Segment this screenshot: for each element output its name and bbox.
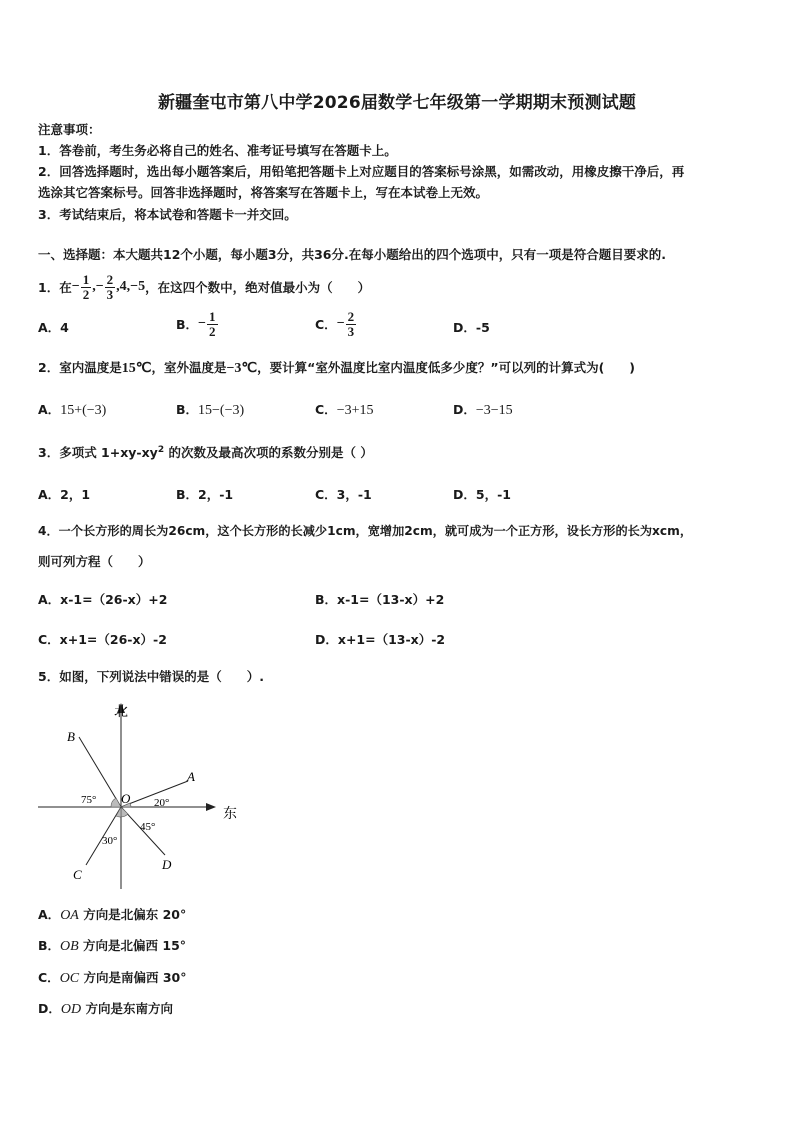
q5-option-b [38, 936, 186, 955]
q1-optc-den: 3 [347, 323, 355, 339]
q5-optd-label: D． [38, 1001, 61, 1016]
q5-opta-label: A． [38, 907, 61, 922]
q1-f1-den: 2 [82, 286, 90, 302]
q2-opta-expr: 15+(−3) [60, 403, 107, 418]
angle-label-45: 45° [140, 821, 156, 833]
section-heading: 一、选择题：本大题共12个小题，每小题3分，共36分.在每小题给出的四个选项中，只有一项是符合题目要求的. [38, 247, 666, 262]
q5-optb-text: 方向是北偏西 15° [78, 938, 187, 953]
q4-option-b: B．x-1=（13-x）+2 [315, 592, 445, 607]
q1-optc-num: 2 [347, 308, 355, 324]
q5-optc-ray: OC [59, 971, 80, 986]
q1-comma: , [92, 279, 96, 294]
q1-optb-den: 2 [209, 323, 216, 339]
q2-optb-label: B． [176, 402, 199, 417]
q1-f2-den: 3 [106, 286, 114, 302]
q1-optc-neg: − [336, 316, 345, 331]
q2-optc-label: C． [315, 402, 337, 417]
angle-mark-75 [111, 798, 121, 807]
question-4-stem: 4．一个长方形的周长为26cm，这个长方形的长减少1cm，宽增加2cm，就可成为一个正方形，设长方形的长为xcm， [38, 524, 693, 538]
q2-opta-label: A． [38, 402, 61, 417]
q2-optc-expr: −3+15 [336, 403, 374, 418]
q1-option-c [315, 307, 357, 341]
q5-opta-text: 方向是北偏东 20° [78, 907, 187, 922]
angle-label-75: 75° [81, 794, 97, 806]
q1-neg-1: − [71, 279, 80, 294]
q5-optd-ray: OD [60, 1002, 82, 1017]
angle-label-20: 20° [154, 797, 170, 809]
q1-neg-2: − [95, 279, 104, 294]
q2-option-d [453, 400, 513, 419]
q1-f1-num: 1 [82, 271, 90, 287]
q1-optc-fraction [346, 310, 357, 339]
q1-optb-fraction [207, 310, 218, 339]
q5-optb-label: B． [38, 938, 61, 953]
q1-optc-label: C． [315, 317, 337, 332]
notice-item-2: 2．回答选择题时，选出每小题答案后，用铅笔把答题卡上对应题目的答案标号涂黑，如需改动，用橡皮擦干净后，再 [38, 164, 685, 179]
q5-optc-label: C． [38, 970, 60, 985]
point-d-label: D [162, 857, 172, 872]
q2-option-b [176, 400, 244, 419]
q1-fraction-1 [81, 273, 92, 302]
q3-option-c: C．3，-1 [315, 487, 372, 502]
question-3-stem [38, 443, 373, 461]
q1-prefix: 1．在 [38, 280, 72, 295]
q4-option-d: D．x+1=（13-x）-2 [315, 632, 446, 647]
q1-option-a: A．4 [38, 320, 69, 335]
q1-optb-label: B． [176, 317, 199, 332]
q4-option-c: C．x+1=（26-x）-2 [38, 632, 167, 647]
q2-indoor-temp: 15℃ [121, 361, 152, 376]
notice-item-1: 1．答卷前，考生务必将自己的姓名、准考证号填写在答题卡上。 [38, 143, 397, 158]
q2-optd-expr: −3−15 [475, 403, 513, 418]
q2-part-2: ，室外温度是 [151, 360, 227, 375]
q2-optb-expr: 15−(−3) [198, 403, 245, 418]
q1-fraction-2 [105, 273, 116, 302]
point-a-label: A [187, 769, 195, 784]
notice-item-2-cont: 选涂其它答案标号。回答非选择题时，将答案写在答题卡上，写在本试卷上无效。 [38, 185, 489, 200]
page-title: 新疆奎屯市第八中学2026届数学七年级第一学期期末预测试题 [157, 93, 637, 113]
question-4-stem-cont: 则可列方程（ ） [38, 554, 151, 569]
q3-exponent: 2 [157, 444, 165, 455]
q2-option-a [38, 400, 106, 419]
q3-option-b: B．2，-1 [176, 487, 234, 502]
origin-o-label: O [121, 791, 131, 806]
east-arrow-icon [206, 803, 216, 811]
q5-option-c [38, 968, 187, 987]
question-1-stem [38, 270, 370, 304]
q1-optb-num: 1 [209, 308, 216, 324]
q1-optb-neg: − [198, 316, 207, 331]
point-b-label: B [67, 729, 75, 744]
angle-mark-30 [116, 807, 121, 817]
question-2-stem [38, 358, 635, 377]
q2-outdoor-temp: −3℃ [226, 361, 258, 376]
q5-optb-ray: OB [60, 939, 79, 954]
q3-option-a: A．2，1 [38, 487, 91, 502]
angle-mark-45 [121, 807, 128, 817]
q1-tail-numbers: ,4,−5 [116, 279, 146, 294]
q5-opta-ray: OA [60, 908, 79, 923]
notice-heading: 注意事项： [38, 122, 101, 137]
q5-optd-text: 方向是东南方向 [81, 1001, 173, 1016]
question-5-stem: 5．如图，下列说法中错误的是（ ）. [38, 669, 264, 684]
q5-option-a [38, 905, 186, 924]
angle-label-30: 30° [102, 835, 118, 847]
q1-option-d: D．-5 [453, 320, 490, 335]
q5-option-d [38, 999, 173, 1018]
q2-optd-label: D． [453, 402, 476, 417]
q5-optc-text: 方向是南偏西 30° [79, 970, 187, 985]
q4-option-a: A．x-1=（26-x）+2 [38, 592, 168, 607]
north-label: 北 [114, 705, 128, 720]
q2-part-1: 2．室内温度是 [38, 360, 122, 375]
compass-figure [30, 695, 250, 895]
east-label: 东 [223, 807, 237, 822]
q2-option-c [315, 400, 373, 419]
q3-part-2: 的次数及最高次项的系数分别是（ ） [164, 445, 373, 460]
q1-f2-num: 2 [106, 271, 114, 287]
point-c-label: C [73, 867, 82, 882]
q3-part-1: 3．多项式 1+xy-xy [38, 445, 158, 460]
q3-option-d: D．5，-1 [453, 487, 511, 502]
q1-option-b [176, 307, 219, 341]
notice-item-3: 3．考试结束后，将本试卷和答题卡一并交回。 [38, 207, 297, 222]
q1-suffix: ，在这四个数中，绝对值最小为（ ） [145, 280, 371, 295]
q2-part-3: ，要计算“室外温度比室内温度低多少度？”可以列的计算式为( ) [257, 360, 636, 375]
